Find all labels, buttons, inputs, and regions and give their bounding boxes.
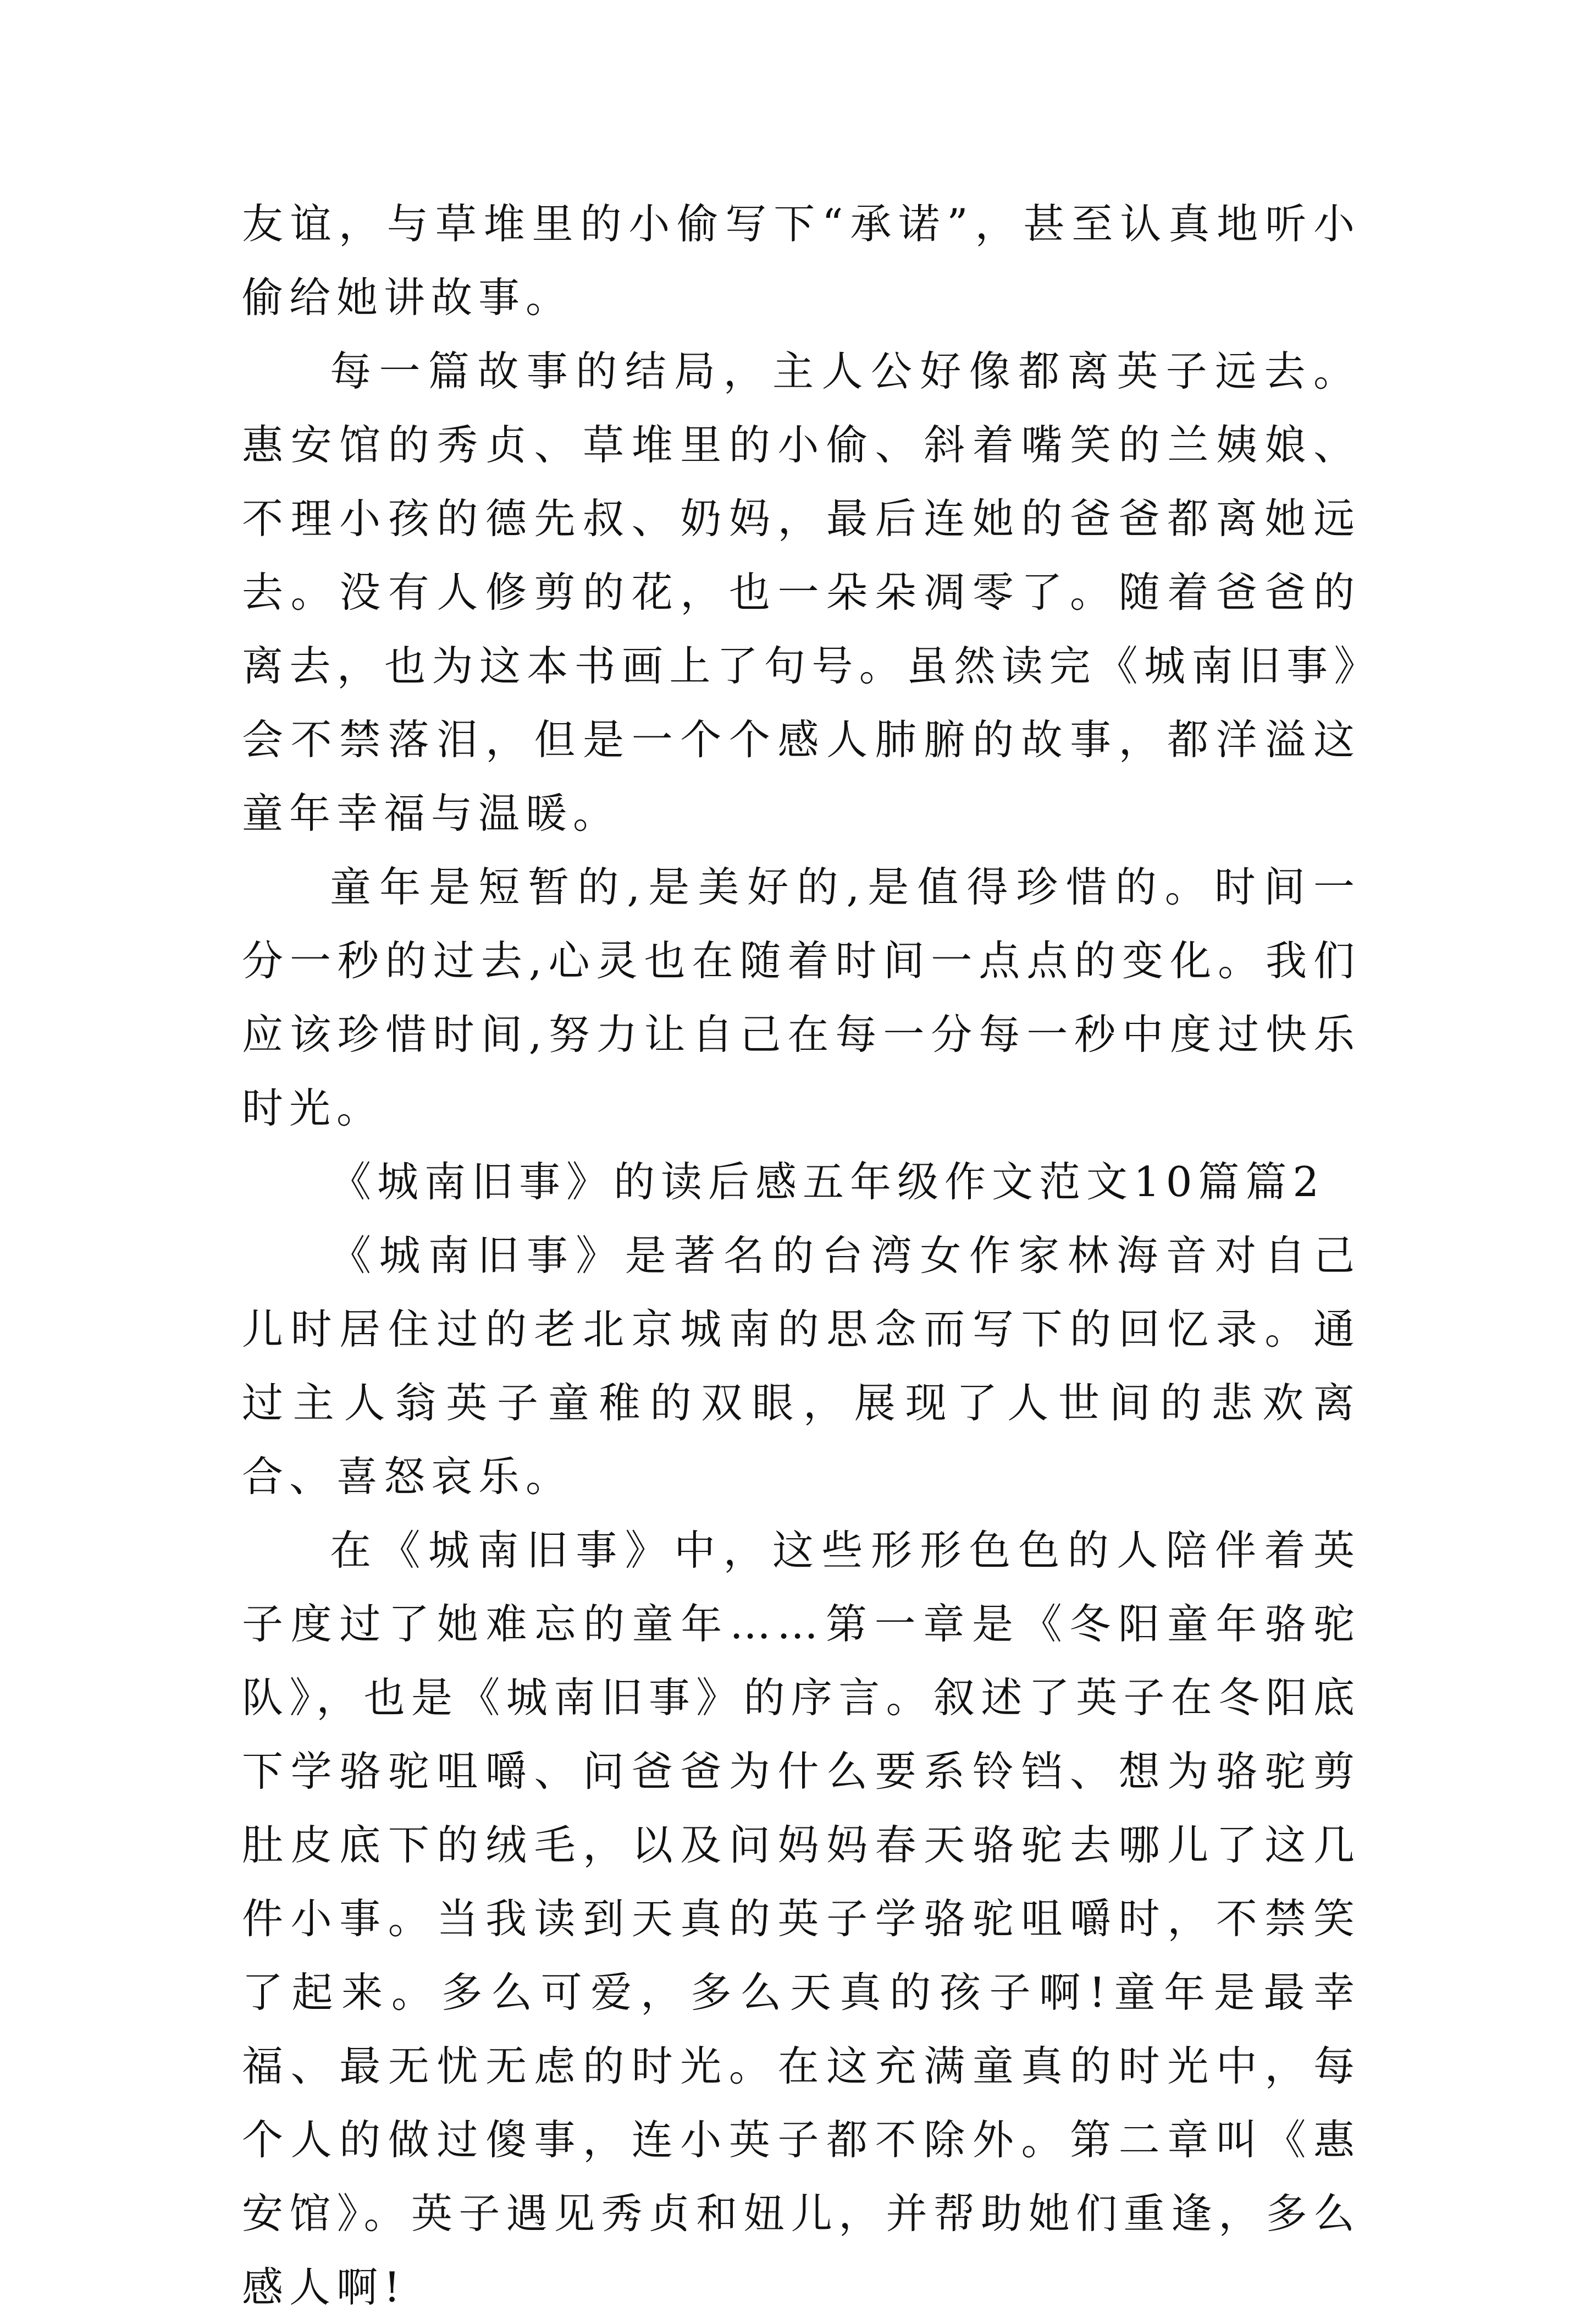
- paragraph: 《城南旧事》是著名的台湾女作家林海音对自己儿时居住过的老北京城南的思念而写下的回忆录。通过主人翁英子童稚的双眼，展现了人世间的悲欢离合、喜怒哀乐。: [242, 1231, 1361, 1501]
- section-heading: 《城南旧事》的读后感五年级作文范文10篇篇2: [330, 1158, 1325, 1206]
- paragraph: 在《城南旧事》中，这些形形色色的人陪伴着英子度过了她难忘的童年……第一章是《冬阳童年骆驼队》，也是《城南旧事》的序言。叙述了英子在冬阳底下学骆驼咀嚼、问爸爸为什么要系铃铛、想为骆驼剪肚皮底下的绒毛，以及问妈妈春天骆驼去哪儿了这几件小事。当我读到天真的英子学骆驼咀嚼时，不禁笑了起来。多么可爱，多么天真的孩子啊!童年是最幸福、最无忧无虑的时光。在这充满童真的时光中，每个人的做过傻事，连小英子都不除外。第二章叫《惠安馆》。英子遇见秀贞和妞儿，并帮助她们重逢，多么感人啊!: [242, 1526, 1361, 2311]
- document-body: [242, 187, 1361, 2324]
- paragraph-continuation: 友谊，与草堆里的小偷写下“承诺”，甚至认真地听小偷给她讲故事。: [242, 200, 1361, 322]
- paragraph: 每一篇故事的结局，主人公好像都离英子远去。惠安馆的秀贞、草堆里的小偷、斜着嘴笑的兰姨娘、不理小孩的德先叔、奶妈，最后连她的爸爸都离她远去。没有人修剪的花，也一朵朵凋零了。随着爸爸的离去，也为这本书画上了句号。虽然读完《城南旧事》会不禁落泪，但是一个个感人肺腑的故事，都洋溢这童年幸福与温暖。: [242, 347, 1361, 838]
- paragraph: 童年是短暂的,是美好的,是值得珍惜的。时间一分一秒的过去,心灵也在随着时间一点点的变化。我们应该珍惜时间,努力让自己在每一分每一秒中度过快乐时光。: [242, 863, 1361, 1132]
